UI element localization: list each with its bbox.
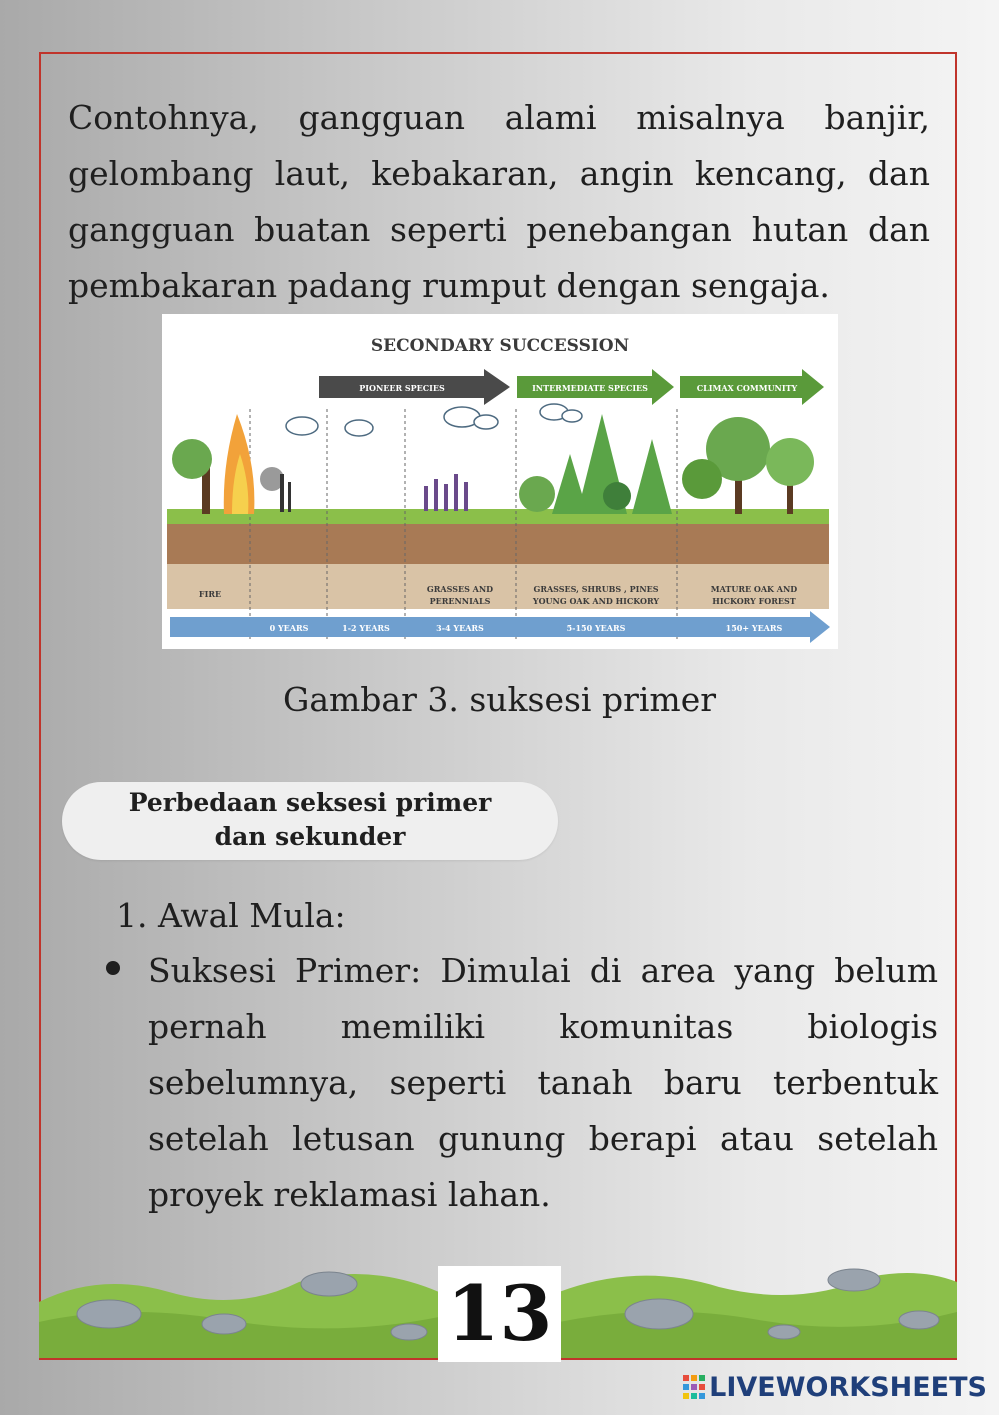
burning-tree-icons xyxy=(172,414,291,514)
stage-label-grasses-1: GRASSES AND xyxy=(426,584,494,594)
intermediate-label: INTERMEDIATE SPECIES xyxy=(532,383,648,393)
pine-tree-icons xyxy=(519,414,672,514)
liveworksheets-logo-icon xyxy=(683,1375,705,1401)
page-number: 13 xyxy=(438,1266,561,1362)
climax-label: CLIMAX COMMUNITY xyxy=(696,383,798,393)
figure-title: SECONDARY SUCCESSION xyxy=(370,336,630,356)
bullet-icon xyxy=(106,961,120,975)
stage-label-mature-2: HICKORY FOREST xyxy=(712,596,796,606)
intro-paragraph: Contohnya, gangguan alami misalnya banjir, gelombang laut, kebakaran, angin kencang, dan gangguan buatan seperti penebangan hutan dan pembakaran padang rumput dengan sengaja. xyxy=(68,98,930,305)
soil-layer xyxy=(167,524,829,566)
section-heading-line-2: dan sekunder xyxy=(214,822,406,851)
succession-figure xyxy=(162,314,838,649)
timeline-arrow xyxy=(170,611,830,643)
stage-label-grasses-2: PERENNIALS xyxy=(429,596,491,606)
year-label-3: 5-150 YEARS xyxy=(566,623,626,633)
pioneer-label: PIONEER SPECIES xyxy=(359,383,445,393)
climax-arrow xyxy=(680,369,824,405)
stage-label-shrubs-2: YOUNG OAK AND HICKORY xyxy=(532,596,660,606)
list-heading: 1. Awal Mula: xyxy=(116,896,346,935)
section-heading-pill xyxy=(62,782,558,860)
succession-illustration xyxy=(162,314,838,649)
stage-label-mature-1: MATURE OAK AND xyxy=(710,584,798,594)
stage-label-shrubs-1: GRASSES, SHRUBS , PINES xyxy=(533,584,659,594)
section-heading-line-1: Perbedaan seksesi primer xyxy=(128,788,492,817)
brand-watermark xyxy=(683,1372,987,1403)
year-label-1: 1-2 YEARS xyxy=(342,623,390,633)
oak-tree-icons xyxy=(682,417,814,514)
year-label-4: 150+ YEARS xyxy=(725,623,783,633)
stage-label-fire: FIRE xyxy=(198,589,222,599)
perennial-icons xyxy=(424,474,468,511)
bullet-text: Suksesi Primer: Dimulai di area yang belum pernah memiliki komunitas biologis sebelumnya, seperti tanah baru terbentuk setelah letusan gunung berapi atau setelah proyek reklamasi lahan. xyxy=(148,951,938,1214)
year-label-2: 3-4 YEARS xyxy=(436,623,484,633)
year-label-0: 0 YEARS xyxy=(269,623,309,633)
brand-text: LIVEWORKSHEETS xyxy=(709,1372,987,1403)
intermediate-arrow xyxy=(517,369,674,405)
figure-caption: Gambar 3. suksesi primer xyxy=(282,680,717,719)
pioneer-arrow xyxy=(319,369,510,405)
cloud-icons xyxy=(286,404,582,436)
